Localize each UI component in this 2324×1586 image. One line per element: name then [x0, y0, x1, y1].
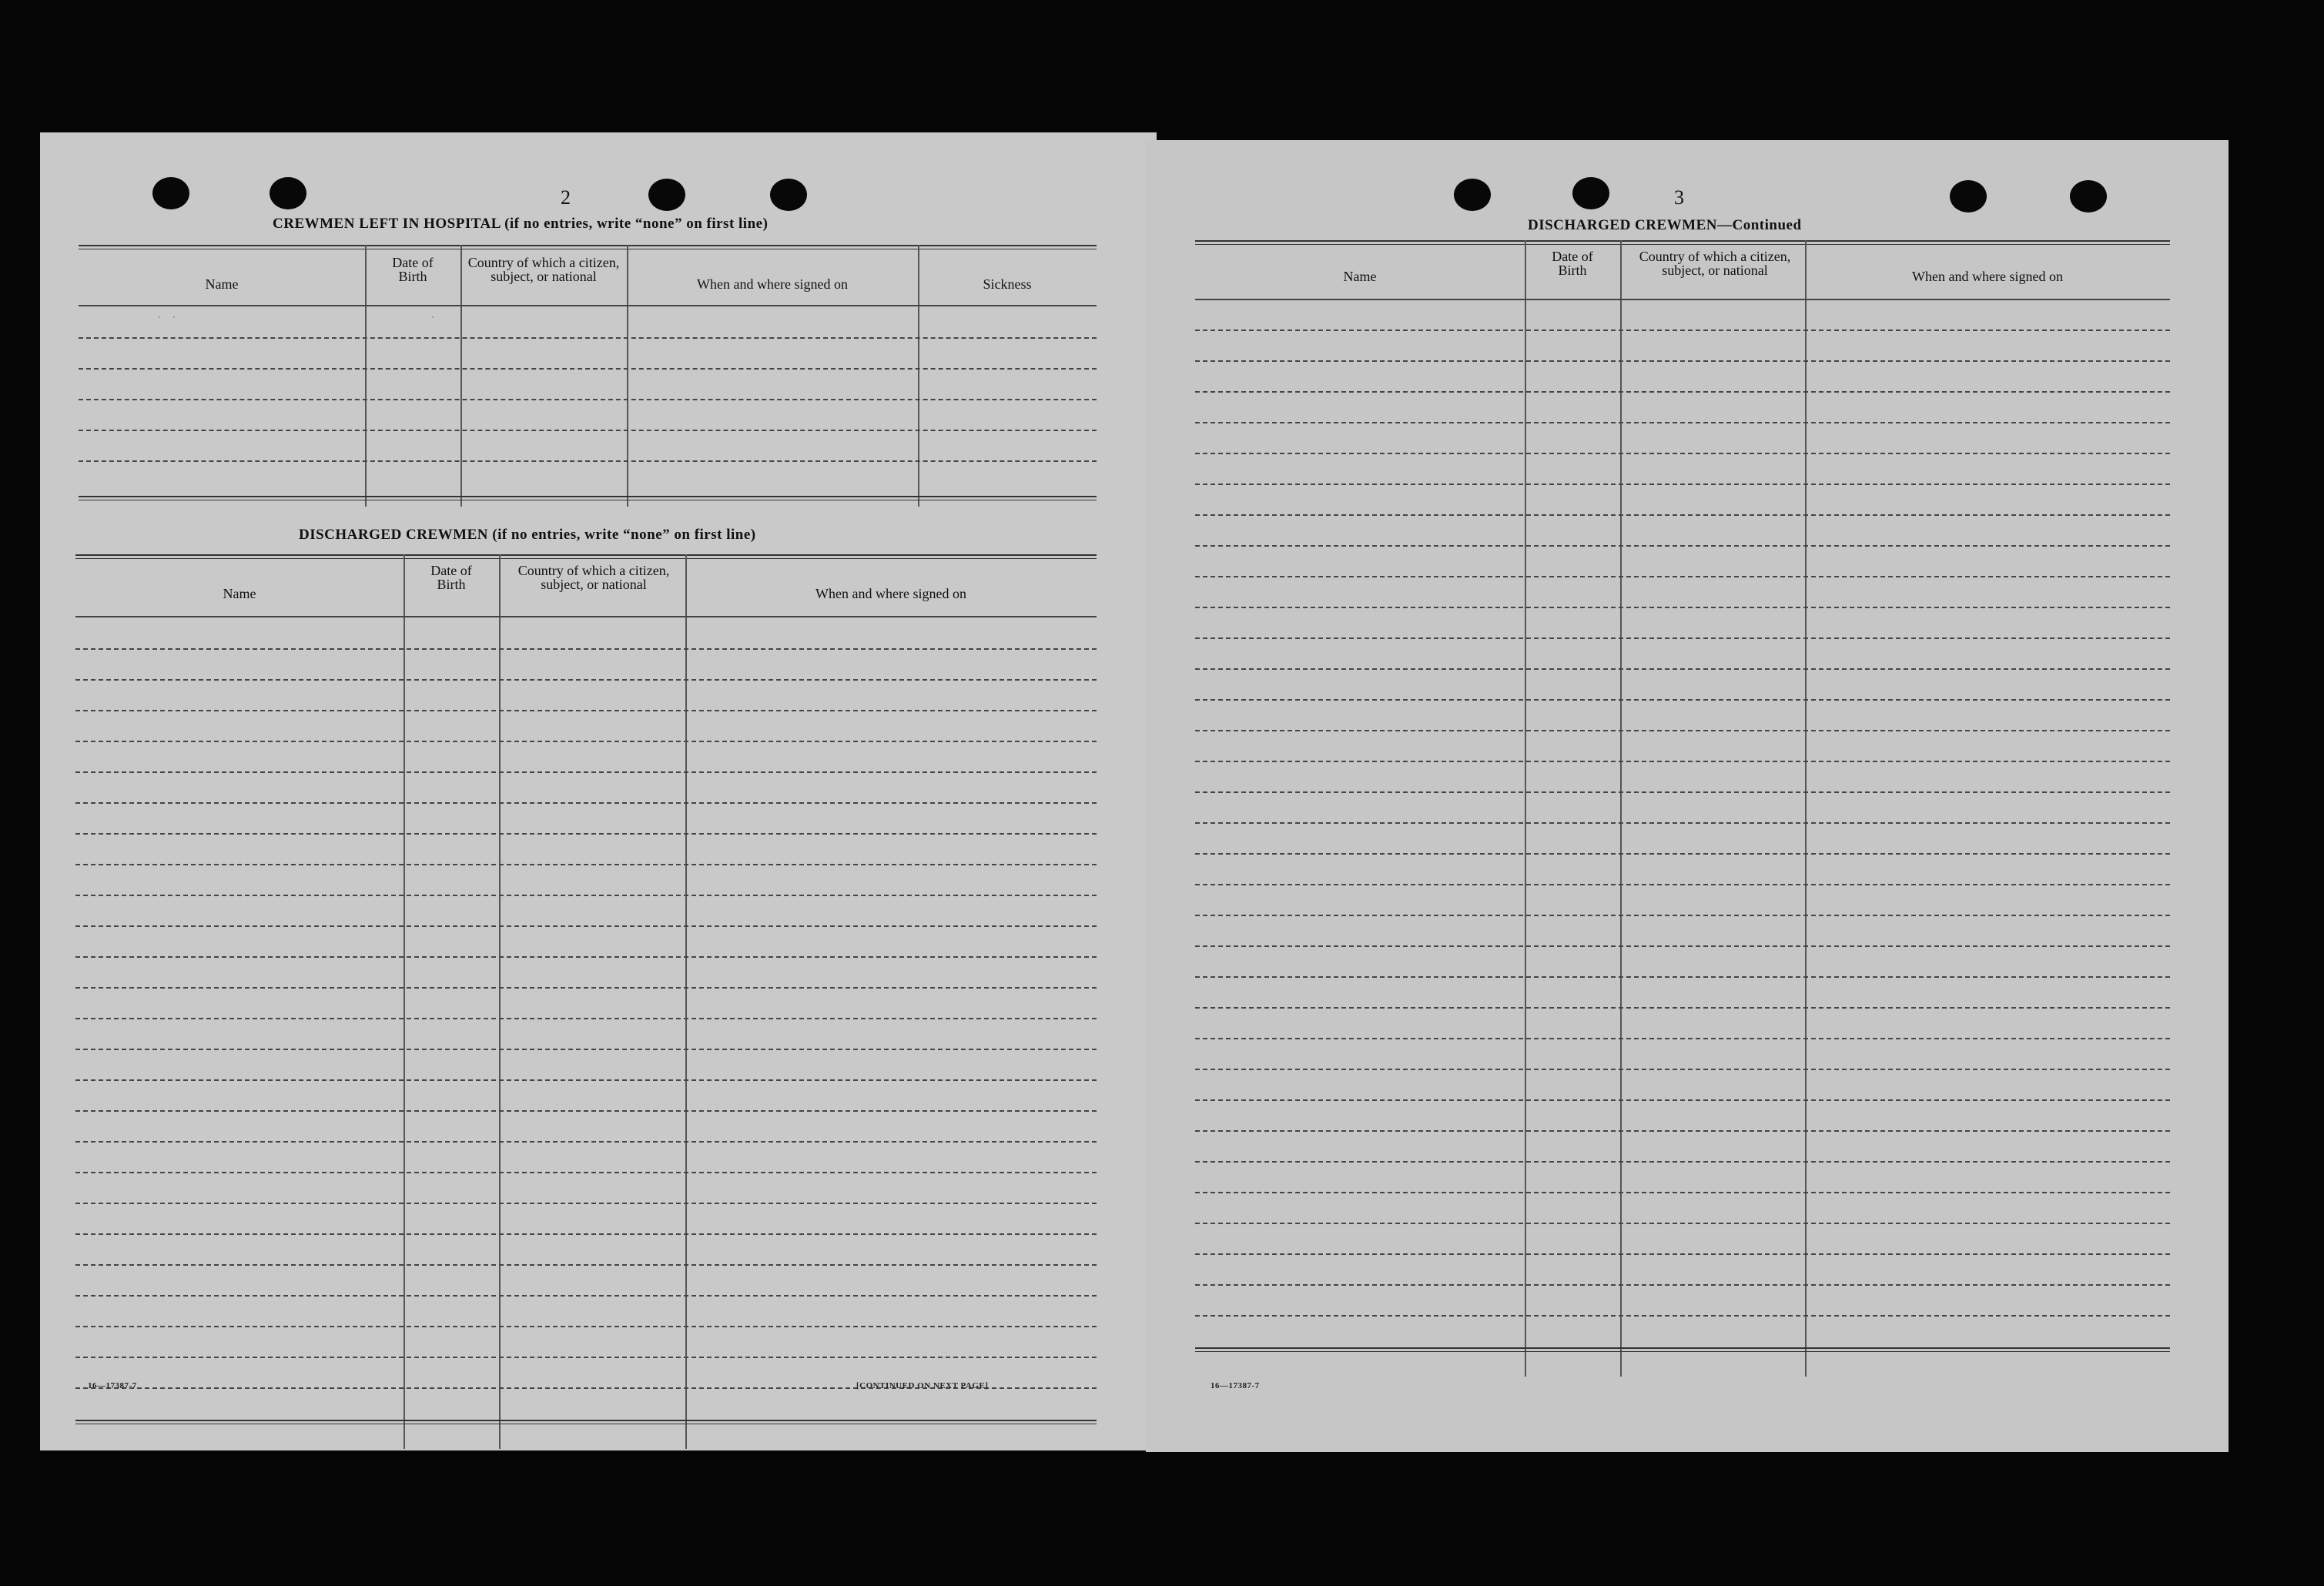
col-header-name: Name	[1343, 269, 1377, 284]
punch-hole-icon	[152, 177, 189, 209]
col-header-date-of-birth: Date of Birth	[430, 563, 472, 592]
continued-note: [CONTINUED ON NEXT PAGE]	[856, 1381, 989, 1390]
col-header-signed-on: When and where signed on	[1912, 269, 2063, 284]
punch-hole-icon	[270, 177, 306, 209]
hospital-table	[79, 245, 1097, 507]
col-header-country: Country of which a citizen, subject, or national	[517, 563, 670, 592]
discharged-continued-table	[1195, 240, 2170, 1377]
punch-hole-icon	[2070, 180, 2107, 212]
hospital-title-text: CREWMEN LEFT IN HOSPITAL	[273, 216, 501, 232]
form-code: 16—17387-7	[1211, 1381, 1260, 1390]
punch-hole-icon	[648, 179, 685, 211]
continued-section-title: DISCHARGED CREWMEN—Continued	[1528, 217, 1802, 233]
form-code: 16—17387-7	[88, 1381, 137, 1390]
col-header-signed-on: When and where signed on	[697, 276, 848, 292]
col-header-sickness: Sickness	[983, 276, 1032, 292]
col-header-name: Name	[223, 586, 256, 601]
col-header-country: Country of which a citizen, subject, or national	[467, 255, 620, 284]
punch-hole-icon	[770, 179, 807, 211]
page-number: 2	[561, 186, 571, 209]
punch-hole-icon	[1950, 180, 1987, 212]
punch-hole-icon	[1454, 179, 1491, 211]
discharged-instruction: (if no entries, write “none” on first line)	[492, 527, 756, 543]
col-header-country: Country of which a citizen, subject, or national	[1639, 249, 1791, 278]
col-header-name: Name	[205, 276, 239, 292]
page-number: 3	[1674, 186, 1684, 209]
discharged-title-text: DISCHARGED CREWMEN	[299, 527, 488, 543]
bleed-through-text: . . .	[156, 308, 437, 322]
hospital-instruction: (if no entries, write “none” on first line)	[504, 216, 769, 232]
col-header-date-of-birth: Date of Birth	[1552, 249, 1593, 278]
col-header-date-of-birth: Date of Birth	[392, 255, 434, 284]
discharged-section-title	[299, 527, 756, 544]
page-3-sheet	[1146, 140, 2229, 1452]
hospital-section-title	[273, 216, 768, 233]
col-header-signed-on: When and where signed on	[815, 586, 966, 601]
page-2-sheet	[40, 132, 1157, 1450]
discharged-table	[75, 554, 1097, 1449]
punch-hole-icon	[1572, 177, 1609, 209]
